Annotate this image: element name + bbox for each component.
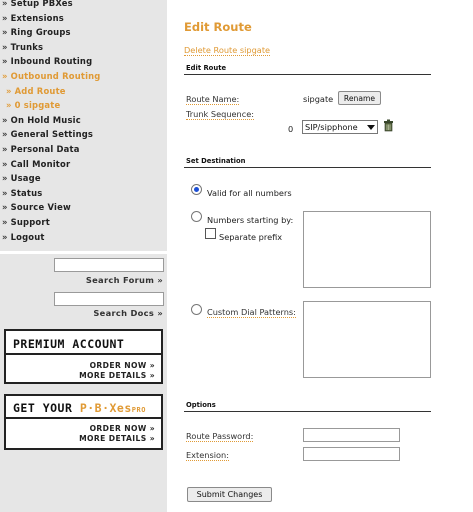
chevron-down-icon — [367, 125, 375, 130]
trash-icon[interactable] — [383, 119, 394, 132]
sidebar-item-outbound-routing[interactable] — [0, 69, 167, 84]
premium-account-banner[interactable] — [4, 329, 163, 384]
sidebar-item-support[interactable] — [0, 215, 167, 230]
valid-all-label: Valid for all numbers — [207, 188, 292, 198]
pro-text: PRO — [131, 406, 146, 414]
sidebar-item-label: Extensions — [10, 12, 64, 23]
sidebar-item-label: Add Route — [14, 85, 66, 96]
options-section-heading: Options — [186, 401, 216, 409]
search-forum-link[interactable]: Search Forum » — [85, 275, 163, 285]
premium-account-title: PREMIUM ACCOUNT — [13, 337, 125, 351]
sidebar-item-label: Usage — [10, 173, 41, 184]
sidebar-nav — [0, 0, 167, 244]
double-arrow-icon: » — [6, 100, 12, 111]
sidebar-item-personal-data[interactable] — [0, 142, 167, 157]
sidebar-item-label: Call Monitor — [10, 158, 71, 169]
route-password-label: Route Password: — [186, 431, 254, 441]
pbxes-brand-text: P·B·Xes — [79, 401, 132, 415]
double-arrow-icon: » — [2, 173, 8, 184]
sidebar-item-label: Ring Groups — [10, 27, 71, 38]
trunk-select-value: SIP/sipphone — [305, 122, 358, 132]
sidebar-item-logout[interactable] — [0, 230, 167, 245]
double-arrow-icon: » — [2, 202, 8, 213]
numbers-starting-textarea[interactable] — [303, 211, 431, 288]
route-name-value: sipgate — [303, 94, 334, 104]
valid-all-radio[interactable] — [191, 184, 202, 195]
sidebar-item-on-hold-music[interactable] — [0, 113, 167, 128]
double-arrow-icon: » — [2, 12, 8, 23]
double-arrow-icon: » — [2, 41, 8, 52]
numbers-starting-label: Numbers starting by: — [207, 215, 294, 225]
sidebar-item-source-view[interactable] — [0, 200, 167, 215]
search-docs-link[interactable]: Search Docs » — [93, 308, 163, 318]
set-destination-section-heading: Set Destination — [186, 157, 246, 165]
extension-label: Extension: — [186, 450, 229, 460]
trunk-sequence-label: Trunk Sequence: — [186, 109, 255, 119]
numbers-starting-radio[interactable] — [191, 211, 202, 222]
get-your-pbxes-pro-title — [13, 401, 146, 415]
sidebar-item-label: General Settings — [10, 129, 94, 140]
get-your-pbxes-pro-banner[interactable] — [4, 394, 163, 450]
sidebar-item-add-route[interactable] — [0, 84, 167, 99]
sidebar-item-label: 0 sipgate — [14, 100, 61, 111]
separate-prefix-label: Separate prefix — [219, 232, 283, 242]
sidebar-item-label: Personal Data — [10, 143, 80, 154]
sidebar-item-label: Support — [10, 216, 50, 227]
sidebar-item-label: Outbound Routing — [10, 70, 101, 81]
double-arrow-icon: » — [6, 85, 12, 96]
custom-dial-textarea[interactable] — [303, 301, 431, 378]
edit-route-rule — [184, 74, 431, 75]
submit-changes-button[interactable]: Submit Changes — [187, 487, 272, 502]
double-arrow-icon: » — [2, 0, 8, 8]
pro-order-now-link[interactable]: ORDER NOW » — [89, 424, 155, 433]
set-destination-rule — [184, 167, 431, 168]
double-arrow-icon: » — [2, 129, 8, 140]
rename-button[interactable]: Rename — [338, 91, 381, 105]
edit-route-section-heading: Edit Route — [186, 64, 227, 72]
get-your-text: GET YOUR — [13, 401, 80, 415]
sidebar-item-extensions[interactable] — [0, 11, 167, 26]
trunk-select[interactable] — [302, 120, 378, 134]
custom-dial-label: Custom Dial Patterns: — [207, 307, 296, 317]
double-arrow-icon: » — [2, 143, 8, 154]
trunk-index: 0 — [288, 124, 294, 134]
sidebar-item-0-sipgate[interactable] — [0, 98, 167, 113]
sidebar-item-general-settings[interactable] — [0, 127, 167, 142]
double-arrow-icon: » — [2, 187, 8, 198]
sidebar-item-trunks[interactable] — [0, 40, 167, 55]
double-arrow-icon: » — [2, 56, 8, 67]
double-arrow-icon: » — [2, 114, 8, 125]
sidebar-item-label: On Hold Music — [10, 114, 81, 125]
double-arrow-icon: » — [2, 70, 8, 81]
sidebar-item-setup-pbxes[interactable] — [0, 0, 167, 11]
sidebar-item-usage[interactable] — [0, 171, 167, 186]
main-content — [167, 0, 473, 512]
sidebar-item-inbound-routing[interactable] — [0, 54, 167, 69]
extension-input[interactable] — [303, 447, 400, 461]
sidebar-item-label: Status — [10, 187, 43, 198]
sidebar-item-label: Source View — [10, 202, 71, 213]
premium-banner-rule — [6, 353, 161, 355]
search-docs-input[interactable] — [54, 292, 164, 306]
sidebar-item-label: Trunks — [10, 41, 44, 52]
sidebar-item-label: Setup PBXes — [10, 0, 73, 8]
search-forum-input[interactable] — [54, 258, 164, 272]
page-title: Edit Route — [184, 20, 252, 34]
sidebar-item-status[interactable] — [0, 186, 167, 201]
route-name-label: Route Name: — [186, 94, 240, 104]
sidebar-item-label: Logout — [10, 231, 45, 242]
double-arrow-icon: » — [2, 158, 8, 169]
double-arrow-icon: » — [2, 27, 8, 38]
route-password-input[interactable] — [303, 428, 400, 442]
custom-dial-radio[interactable] — [191, 304, 202, 315]
options-rule — [184, 411, 431, 412]
sidebar — [0, 0, 167, 512]
sidebar-item-label: Inbound Routing — [10, 56, 93, 67]
delete-route-link[interactable]: Delete Route sipgate — [184, 45, 271, 55]
sidebar-item-ring-groups[interactable] — [0, 25, 167, 40]
premium-more-details-link[interactable]: MORE DETAILS » — [79, 371, 155, 380]
sidebar-item-call-monitor[interactable] — [0, 157, 167, 172]
sidebar-divider — [0, 251, 167, 254]
separate-prefix-checkbox[interactable] — [205, 228, 216, 239]
double-arrow-icon: » — [2, 216, 8, 227]
pro-banner-rule — [6, 417, 161, 419]
double-arrow-icon: » — [2, 231, 8, 242]
premium-order-now-link[interactable]: ORDER NOW » — [89, 361, 155, 370]
pro-more-details-link[interactable]: MORE DETAILS » — [79, 434, 155, 443]
